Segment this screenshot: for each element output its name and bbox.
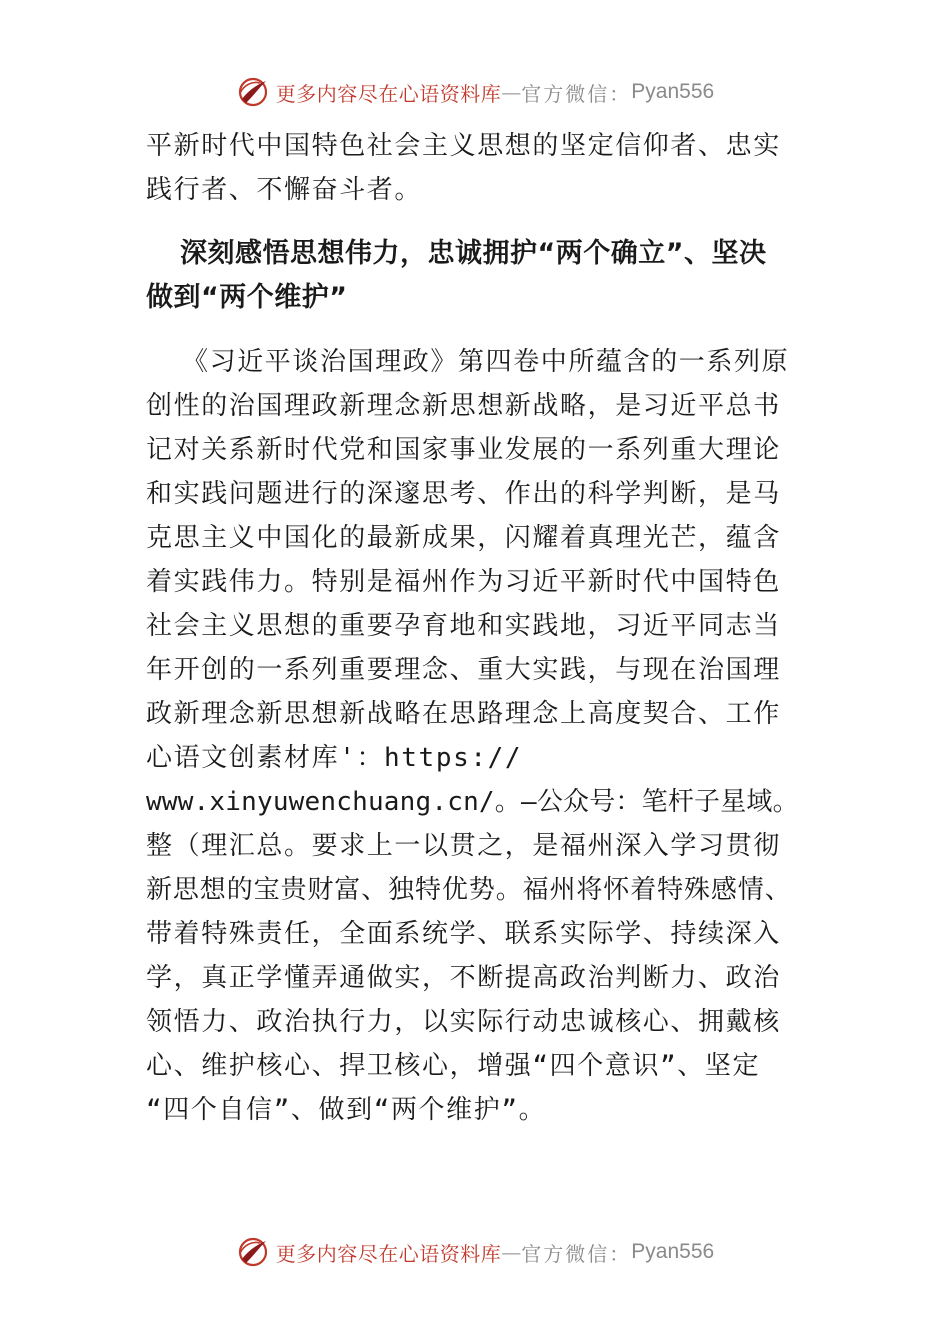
heading-line: 深刻感悟思想伟力，忠诚拥护“两个确立”、坚决	[180, 238, 767, 269]
text-line: 着实践伟力。特别是福州作为习近平新时代中国特色	[146, 567, 781, 597]
text-line: “四个自信”、做到“两个维护”。	[146, 1095, 547, 1125]
banner-label: 官方微信：	[521, 81, 632, 106]
text-line: 平新时代中国特色社会主义思想的坚定信仰者、忠实	[146, 131, 781, 161]
text-line: 记对关系新时代党和国家事业发展的一系列重大理论	[146, 435, 781, 465]
footer-watermark-banner	[0, 1232, 950, 1272]
document-body	[146, 124, 816, 1132]
quill-swirl-logo-icon	[236, 1235, 270, 1269]
text-line: 践行者、不懈奋斗者。	[146, 175, 423, 205]
text-line: 《习近平谈治国理政》第四卷中所蕴含的一系列原	[182, 347, 790, 377]
body-paragraph	[146, 340, 816, 1132]
banner-text: 更多内容尽在心语资料库	[275, 1241, 502, 1266]
text-line: 政新理念新思想新战略在思路理念上高度契合、工作	[146, 699, 781, 729]
text-line: 克思主义中国化的最新成果，闪耀着真理光芒，蕴含	[146, 523, 781, 553]
opening-paragraph	[146, 124, 816, 212]
text-line: 带着特殊责任，全面系统学、联系实际学、持续深入	[146, 919, 781, 949]
banner-separator: —	[501, 80, 522, 104]
text-line: 创性的治国理政新理念新思想新战略，是习近平总书	[146, 391, 781, 421]
text-line: 新思想的宝贵财富、独特优势。福州将怀着特殊感情、	[146, 875, 792, 905]
banner-separator: —	[501, 1240, 522, 1264]
section-heading	[146, 232, 816, 320]
quill-swirl-logo-icon	[236, 75, 270, 109]
text-line: 整（理汇总。要求上一以贯之，是福州深入学习贯彻	[146, 831, 781, 861]
banner-wechat-id: Pyan556	[631, 80, 715, 103]
text-line: 学，真正学懂弄通做实，不断提高政治判断力、政治	[146, 963, 781, 993]
header-watermark-banner	[0, 72, 950, 112]
url-line: www.xinyuwenchuang.cn/。—公众号：笔杆子星域。	[146, 787, 799, 817]
text-line: 年开创的一系列重要理念、重大实践，与现在治国理	[146, 655, 781, 685]
text-line: 心语文创素材库'：https://	[146, 743, 523, 773]
banner-label: 官方微信：	[521, 1241, 632, 1266]
text-line: 社会主义思想的重要孕育地和实践地，习近平同志当	[146, 611, 781, 641]
banner-wechat-id: Pyan556	[631, 1240, 715, 1263]
text-line: 和实践问题进行的深邃思考、作出的科学判断，是马	[146, 479, 781, 509]
text-line: 心、维护核心、捍卫核心，增强“四个意识”、坚定	[146, 1051, 761, 1081]
banner-text: 更多内容尽在心语资料库	[275, 81, 502, 106]
heading-line: 做到“两个维护”	[146, 282, 348, 313]
text-line: 领悟力、政治执行力，以实际行动忠诚核心、拥戴核	[146, 1007, 781, 1037]
